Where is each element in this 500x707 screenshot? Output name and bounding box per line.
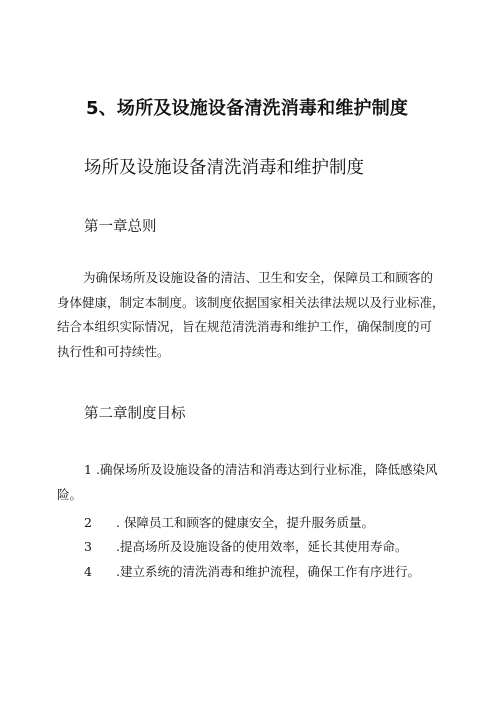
list-item [57, 535, 457, 560]
list-item-number: 4 [84, 564, 92, 579]
chapter-1-heading: 第一章总则 [84, 219, 157, 235]
paragraph-line: 结合本组织实际情况，旨在规范清洗消毒和维护工作，确保制度的可 [57, 319, 433, 334]
sub-title: 场所及设施设备清洗消毒和维护制度 [84, 158, 364, 178]
list-item-text: .确保场所及设施设备的清洁和消毒达到行业标准，降低感染风 [96, 462, 438, 477]
list-item-number: 1 [84, 462, 92, 477]
main-title: 5、场所及设施设备清洗消毒和维护制度 [86, 98, 409, 119]
list-item-text: . 保障员工和顾客的健康安全，提升服务质量。 [116, 515, 374, 530]
paragraph-line: 为确保场所及设施设备的清洁、卫生和安全，保障员工和顾客的 [83, 270, 434, 285]
chapter-1-paragraph [57, 266, 449, 364]
list-item [57, 511, 457, 536]
chapter-2-heading: 第二章制度目标 [84, 406, 186, 422]
list-item-number: 3 [84, 539, 92, 554]
paragraph-line: 身体健康，制定本制度。该制度依据国家相关法律法规以及行业标准， [57, 294, 445, 310]
list-item-text: .建立系统的清洗消毒和维护流程，确保工作有序进行。 [116, 564, 420, 579]
list-item [57, 560, 457, 585]
paragraph-line: 执行性和可持续性。 [57, 343, 170, 359]
list-item-number: 2 [84, 515, 92, 530]
list-item-continuation: 险。 [57, 487, 83, 502]
list-item-text: .提高场所及设施设备的使用效率，延长其使用寿命。 [116, 539, 408, 554]
list-item [57, 458, 457, 483]
